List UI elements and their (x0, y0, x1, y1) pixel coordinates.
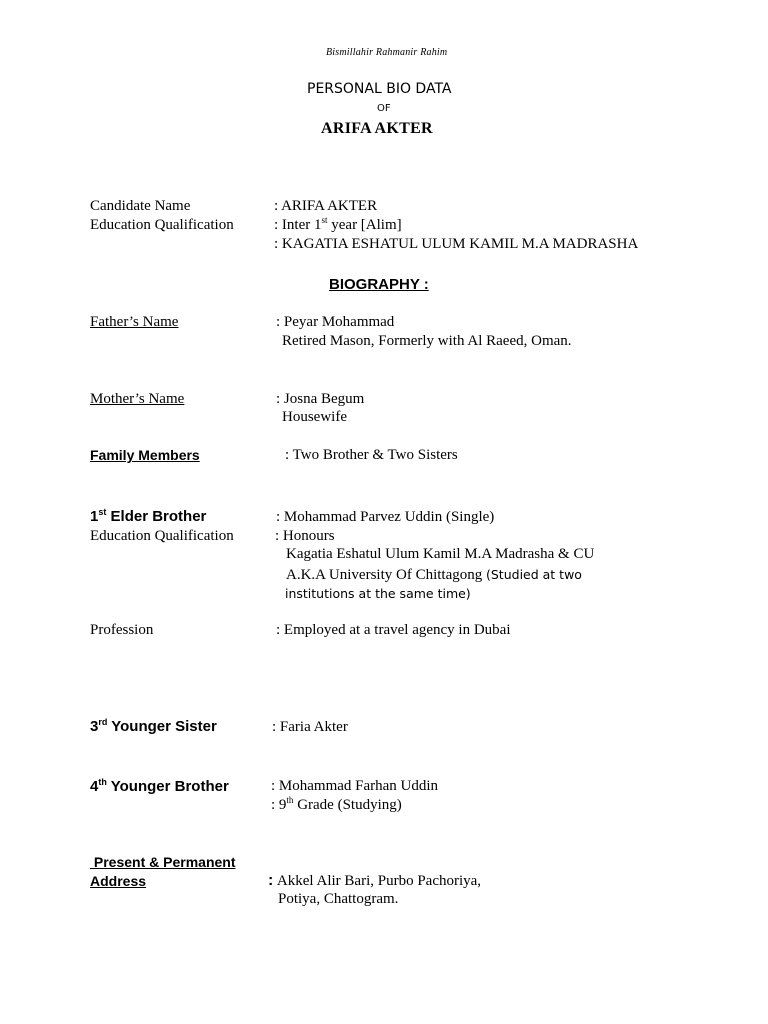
education-value: : Inter 1st year [Alim] (274, 215, 402, 233)
younger-brother-grade: : 9th Grade (Studying) (271, 795, 402, 813)
address-value-line1: Akkel Alir Bari, Purbo Pachoriya, (274, 873, 482, 889)
bismillah-calligraphy: Bismillahir Rahmanir Rahim (326, 47, 448, 58)
title-of: OF (377, 103, 391, 114)
elder-brother-value: : Mohammad Parvez Uddin (Single) (276, 509, 495, 525)
father-value: : Peyar Mohammad (276, 314, 395, 330)
institution-value: : KAGATIA ESHATUL ULUM KAMIL M.A MADRASHA (274, 236, 639, 252)
candidate-name-value: : ARIFA AKTER (274, 198, 378, 214)
elder-brother-education-value: : Honours (275, 528, 335, 544)
younger-sister-value: : Faria Akter (272, 719, 348, 735)
address-value-line2: Potiya, Chattogram. (278, 891, 399, 907)
address-label-line2: Address (90, 873, 147, 889)
family-members-value: : Two Brother & Two Sisters (285, 447, 458, 463)
younger-brother-label: 4th Younger Brother (90, 777, 229, 795)
address-colon: : (268, 872, 274, 889)
candidate-name-heading: ARIFA AKTER (321, 120, 433, 137)
biography-heading: BIOGRAPHY : (329, 276, 429, 293)
elder-brother-education-line3: A.K.A University Of Chittagong (Studied at two (286, 567, 582, 583)
younger-brother-value: : Mohammad Farhan Uddin (271, 778, 439, 794)
family-members-label: Family Members (90, 447, 200, 463)
profession-label: Profession (90, 622, 154, 638)
elder-brother-education-label: Education Qualification (90, 528, 234, 544)
mother-value: : Josna Begum (276, 391, 365, 407)
elder-brother-education-line4: institutions at the same time) (285, 586, 471, 601)
address-label-line1: Present & Permanent (90, 854, 236, 870)
elder-brother-education-line2: Kagatia Eshatul Ulum Kamil M.A Madrasha & CU (286, 546, 595, 562)
document-title: PERSONAL BIO DATA (307, 81, 452, 97)
mother-detail: Housewife (282, 409, 347, 425)
younger-sister-label: 3rd Younger Sister (90, 717, 217, 735)
education-label: Education Qualification (90, 217, 234, 233)
profession-value: : Employed at a travel agency in Dubai (276, 622, 511, 638)
father-detail: Retired Mason, Formerly with Al Raeed, Oman. (282, 333, 572, 349)
candidate-name-label: Candidate Name (90, 198, 191, 214)
mother-label: Mother’s Name (90, 391, 185, 407)
elder-brother-label: 1st Elder Brother (90, 507, 207, 525)
father-label: Father’s Name (90, 314, 179, 330)
